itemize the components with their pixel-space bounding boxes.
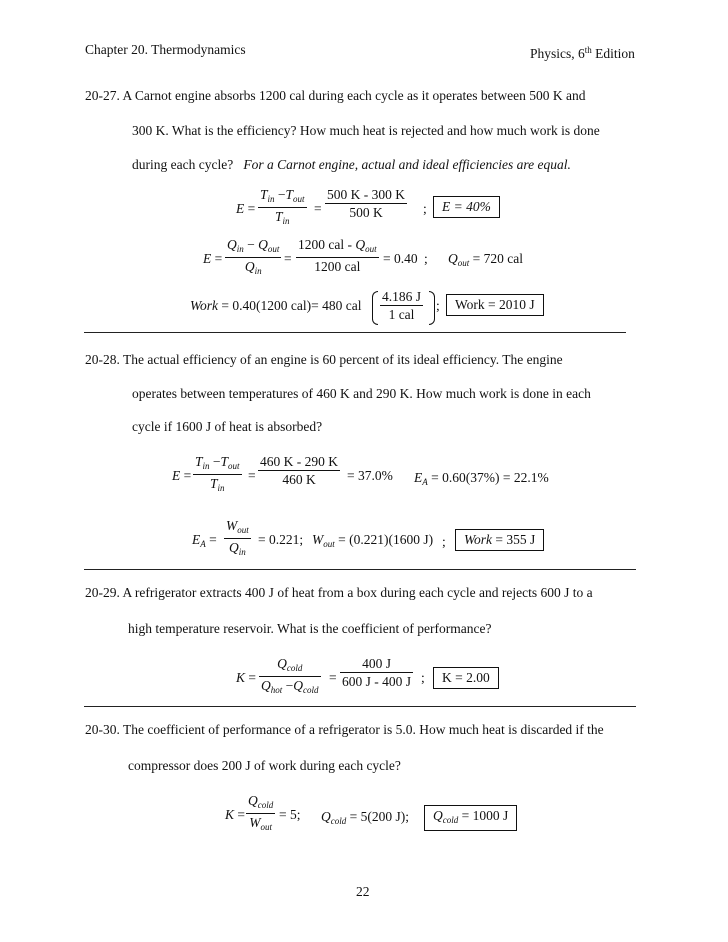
efficiency-formula: E = <box>236 201 256 216</box>
heat-efficiency-values: 1200 cal - $Q_{out}$ 1200 cal <box>298 237 377 274</box>
answer-efficiency: E = 40% <box>433 196 500 218</box>
ideal-efficiency-fraction: $T_{in} -T_{out}$ $T_{in}$ <box>195 454 240 493</box>
cop-work-fraction: $Q_{cold}$ $W_{out}$ <box>248 793 274 832</box>
problem-20-28-line-1: 20-28. The actual efficiency of an engine is 60 percent of its ideal efficiency. The engine <box>85 352 563 367</box>
divider <box>84 706 636 707</box>
heat-efficiency-formula: E = <box>203 251 223 266</box>
problem-20-29-line-1: 20-29. A refrigerator extracts 400 J of heat from a box during each cycle and rejects 600 J to a <box>85 585 593 600</box>
work-calculation: Work = 0.40(1200 cal)= 480 cal <box>190 298 362 313</box>
answer-heat-rejected: $Q_{out} = 720$ cal <box>448 251 523 268</box>
heat-efficiency-fraction: $Q_{in} - Q_{out}$ $Q_{in}$ <box>227 237 280 276</box>
answer-qcold: $Q_{cold} = 1000$ J <box>424 805 517 831</box>
answer-work: Work = 2010 J <box>446 294 544 316</box>
actual-efficiency: $E_A = 0.60(37\%) = 22.1\%$ <box>414 470 549 487</box>
divider <box>84 569 636 570</box>
problem-20-29-line-2: high temperature reservoir. What is the coefficient of performance? <box>128 621 492 636</box>
problem-20-27-line-3: during each cycle? For a Carnot engine, actual and ideal efficiencies are equal. <box>132 157 571 172</box>
work-heat-fraction: $W_{out}$ $Q_{in}$ <box>226 518 249 557</box>
problem-20-27-line-1: 20-27. A Carnot engine absorbs 1200 cal during each cycle as it operates between 500 K and <box>85 88 586 103</box>
answer-cop: K = 2.00 <box>433 667 499 689</box>
ideal-efficiency-values: $\frac{460 K - 290 K}{460 K}$ <box>260 454 338 487</box>
answer-work-done: Work = 355 J <box>455 529 544 551</box>
ideal-efficiency-formula: E = <box>172 468 192 483</box>
calorie-conversion: 4.186 J 1 cal <box>382 289 422 322</box>
problem-20-30-line-2: compressor does 200 J of work during each cycle? <box>128 758 401 773</box>
problem-20-28-line-3: cycle if 1600 J of heat is absorbed? <box>132 419 323 434</box>
page-number: 22 <box>356 884 370 899</box>
work-out-calculation: $W_{out} = (0.221)(1600$ J) <box>312 532 434 549</box>
problem-20-30-line-1: 20-30. The coefficient of performance of a refrigerator is 5.0. How much heat is discarded if the <box>85 722 604 737</box>
carnot-note: For a Carnot engine, actual and ideal efficiencies are equal. <box>243 157 571 172</box>
problem-20-28-line-2: operates between temperatures of 460 K and 290 K. How much work is done in each <box>132 386 591 401</box>
chapter-header: Chapter 20. Thermodynamics <box>85 42 246 57</box>
cop-work-formula: K = <box>225 807 246 822</box>
qcold-calculation: $Q_{cold} = 5(200$ J); <box>321 809 409 826</box>
actual-efficiency-formula: $E_A$ = <box>192 532 217 549</box>
problem-20-27-line-2: 300 K. What is the efficiency? How much heat is rejected and how much work is done <box>132 123 600 138</box>
efficiency-values: $\frac{500 K - 300 K}{500 K}$ <box>327 187 405 220</box>
cop-values: $\frac{400 J}{600 J - 400 J}$ <box>342 656 412 689</box>
cop-formula: K = <box>236 670 257 685</box>
cop-fraction: $Q_{cold}$ $Q_{hot} -Q_{cold}$ <box>261 656 319 695</box>
efficiency-fraction: $T_{in} -T_{out}$ $T_{in}$ <box>260 187 305 226</box>
book-header: Physics, 6th Edition <box>530 45 635 61</box>
divider <box>84 332 626 333</box>
